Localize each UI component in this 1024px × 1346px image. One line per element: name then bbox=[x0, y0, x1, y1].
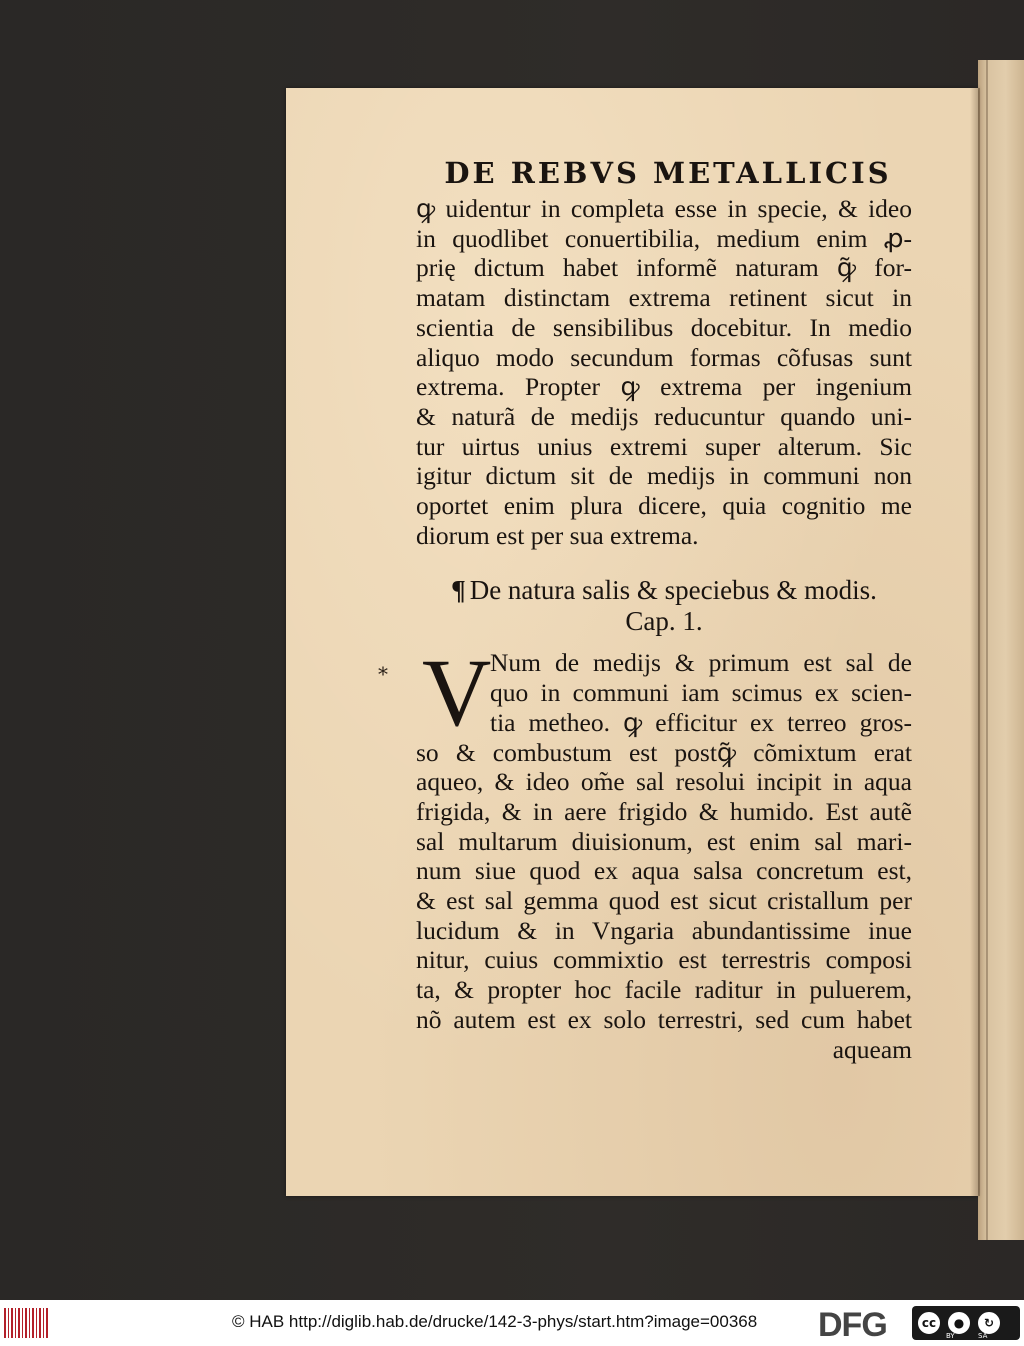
text-line: & est sal gemma quod est sicut cristallum per bbox=[416, 886, 912, 916]
drop-capital: V bbox=[422, 639, 492, 747]
pilcrow-icon: ¶ bbox=[451, 575, 466, 606]
adjacent-page-edge bbox=[978, 60, 1024, 1240]
text-line: ta, & propter hoc facile raditur in puluerem, bbox=[416, 975, 912, 1005]
text-line: ꝙ uidentur in completa esse in specie, & ideo bbox=[416, 194, 912, 223]
source-link[interactable]: © HAB http://diglib.hab.de/drucke/142-3-phys/start.htm?image=00368 bbox=[232, 1312, 758, 1331]
text-line: aliquo modo secundum formas cõfusas sunt bbox=[416, 342, 912, 372]
dfg-logo[interactable]: DFG bbox=[818, 1306, 887, 1344]
sa-label: SA bbox=[978, 1332, 988, 1340]
margin-mark: * bbox=[378, 662, 388, 686]
attribution-icon: ● bbox=[946, 1310, 972, 1336]
chapter-heading bbox=[416, 574, 912, 636]
text-block-top bbox=[416, 194, 912, 550]
text-line: scientia de sensibilibus docebitur. In medio bbox=[416, 312, 912, 342]
cc-icon: cc bbox=[916, 1310, 942, 1336]
by-label: BY bbox=[946, 1332, 955, 1340]
text-line: sal multarum diuisionum, est enim sal mari- bbox=[416, 826, 912, 856]
catchword: aqueam bbox=[832, 1034, 912, 1064]
chapter-number: Cap. 1. bbox=[625, 606, 703, 637]
share-alike-icon: ↻ bbox=[976, 1310, 1002, 1336]
running-head: DE REBVS METALLICIS bbox=[444, 156, 892, 190]
text-line: frigida, & in aere frigido & humido. Est autẽ bbox=[416, 796, 912, 826]
text-line: tur uirtus unius extremi super alterum. Sic bbox=[416, 431, 912, 461]
text-line: tia metheo. ꝙ efficitur ex terreo gros- bbox=[490, 707, 912, 737]
text-line: nitur, cuius commixtio est terrestris composi bbox=[416, 945, 912, 975]
text-line: Num de medijs & primum est sal de bbox=[490, 648, 912, 678]
viewer-footer bbox=[0, 1300, 1024, 1346]
text-line: quo in communi iam scimus ex scien- bbox=[490, 678, 912, 708]
text-line: matam distinctam extrema retinent sicut in bbox=[416, 283, 912, 313]
text-line: aqueo, & ideo om̃e sal resolui incipit in aqua bbox=[416, 767, 912, 797]
barcode-icon bbox=[4, 1308, 50, 1338]
cc-license-badge[interactable] bbox=[912, 1306, 1020, 1340]
text-line: diorum est per sua extrema. bbox=[416, 520, 699, 550]
text-line: oportet enim plura dicere, quia cognitio me bbox=[416, 491, 912, 521]
text-line: num siue quod ex aqua salsa concretum est, bbox=[416, 856, 912, 886]
gutter-shadow bbox=[970, 88, 980, 1196]
text-line: so & combustum est postꝙ̃ cõmixtum erat bbox=[416, 737, 912, 767]
text-line: lucidum & in Vngaria abundantissime inue bbox=[416, 915, 912, 945]
text-line: extrema. Propter ꝙ extrema per ingenium bbox=[416, 372, 912, 402]
text-line: igitur dictum sit de medijs in communi non bbox=[416, 461, 912, 491]
text-line: in quodlibet conuertibilia, medium enim ꝓ- bbox=[416, 223, 912, 253]
chapter-paragraph bbox=[416, 639, 912, 1064]
chapter-title: De natura salis & speciebus & modis. bbox=[469, 575, 877, 606]
text-line: & naturã de medijs reducuntur quando uni- bbox=[416, 401, 912, 431]
text-line: prię dictum habet informẽ naturam ꝙ̃ for- bbox=[416, 253, 912, 283]
text-line: nõ autem est ex solo terrestri, sed cum habet bbox=[416, 1004, 912, 1034]
page-text bbox=[416, 156, 912, 1064]
